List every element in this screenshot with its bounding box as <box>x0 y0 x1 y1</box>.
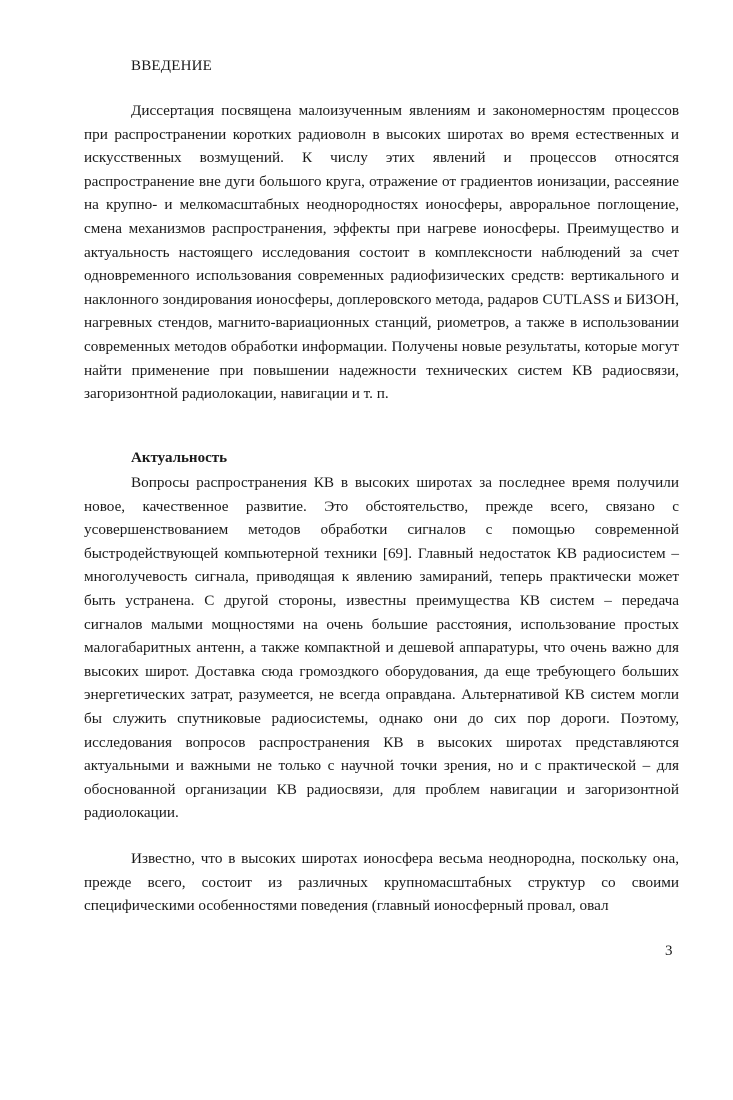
ionosphere-section <box>84 847 679 918</box>
section-heading-actuality: Актуальность <box>131 450 228 466</box>
introduction-section <box>84 99 679 406</box>
actuality-section <box>84 471 679 825</box>
page-number: 3 <box>665 943 673 959</box>
actuality-paragraph: Вопросы распространения КВ в высоких широтах за последнее время получили новое, качественное развитие. Это обстоятельство, прежде всего, связано с усовершенствованием методов обработки сигналов с помощью современной быстродействующей компьютерной техники [69]. Главный недостаток КВ радиосистем – многолучевость сигнала, приводящая к явлению замираний, теперь практически может быть устранена. С другой стороны, известны преимущества КВ систем – передача сигналов малыми мощностями на очень большие расстояния, использование простых малогабаритных антенн, а также компактной и дешевой аппаратуры, что очень важно для высоких широт. Доставка сюда громоздкого оборудования, да еще требующего больших энергетических затрат, разумеется, не всегда оправдана. Альтернативой КВ систем могли бы служить спутниковые радиосистемы, однако они до сих пор дороги. Поэтому, исследования вопросов распространения КВ в высоких широтах представляются актуальными и важными не только с научной точки зрения, но и с практической – для обоснованной организации КВ радиосвязи, для проблем навигации и загоризонтной радиолокации. <box>84 474 679 822</box>
section-heading-introduction: ВВЕДЕНИЕ <box>131 58 212 74</box>
ionosphere-paragraph: Известно, что в высоких широтах ионосфера весьма неоднородна, поскольку она, прежде всего, состоит из различных крупномасштабных структур со своими специфическими особенностями поведения (главный ионосферный провал, овал <box>84 850 679 915</box>
introduction-paragraph: Диссертация посвящена малоизученным явлениям и закономерностям процессов при распространении коротких радиоволн в высоких широтах во время естественных и искусственных возмущений. К числу этих явлений и процессов относятся распространение вне дуги большого круга, отражение от градиентов ионизации, рассеяние на крупно- и мелкомасштабных неоднородностях ионосферы, авроральное поглощение, смена механизмов распространения, эффекты при нагреве ионосферы. Преимущество и актуальность настоящего исследования состоит в комплексности наблюдений за счет одновременного использования современных радиофизических средств: вертикального и наклонного зондирования ионосферы, доплеровского метода, радаров CUTLASS и БИЗОН, нагревных стендов, магнито-вариационных станций, риометров, а также в использовании современных методов обработки информации. Получены новые результаты, которые могут найти применение при повышении надежности технических систем КВ радиосвязи, загоризонтной радиолокации, навигации и т. п. <box>84 102 679 403</box>
